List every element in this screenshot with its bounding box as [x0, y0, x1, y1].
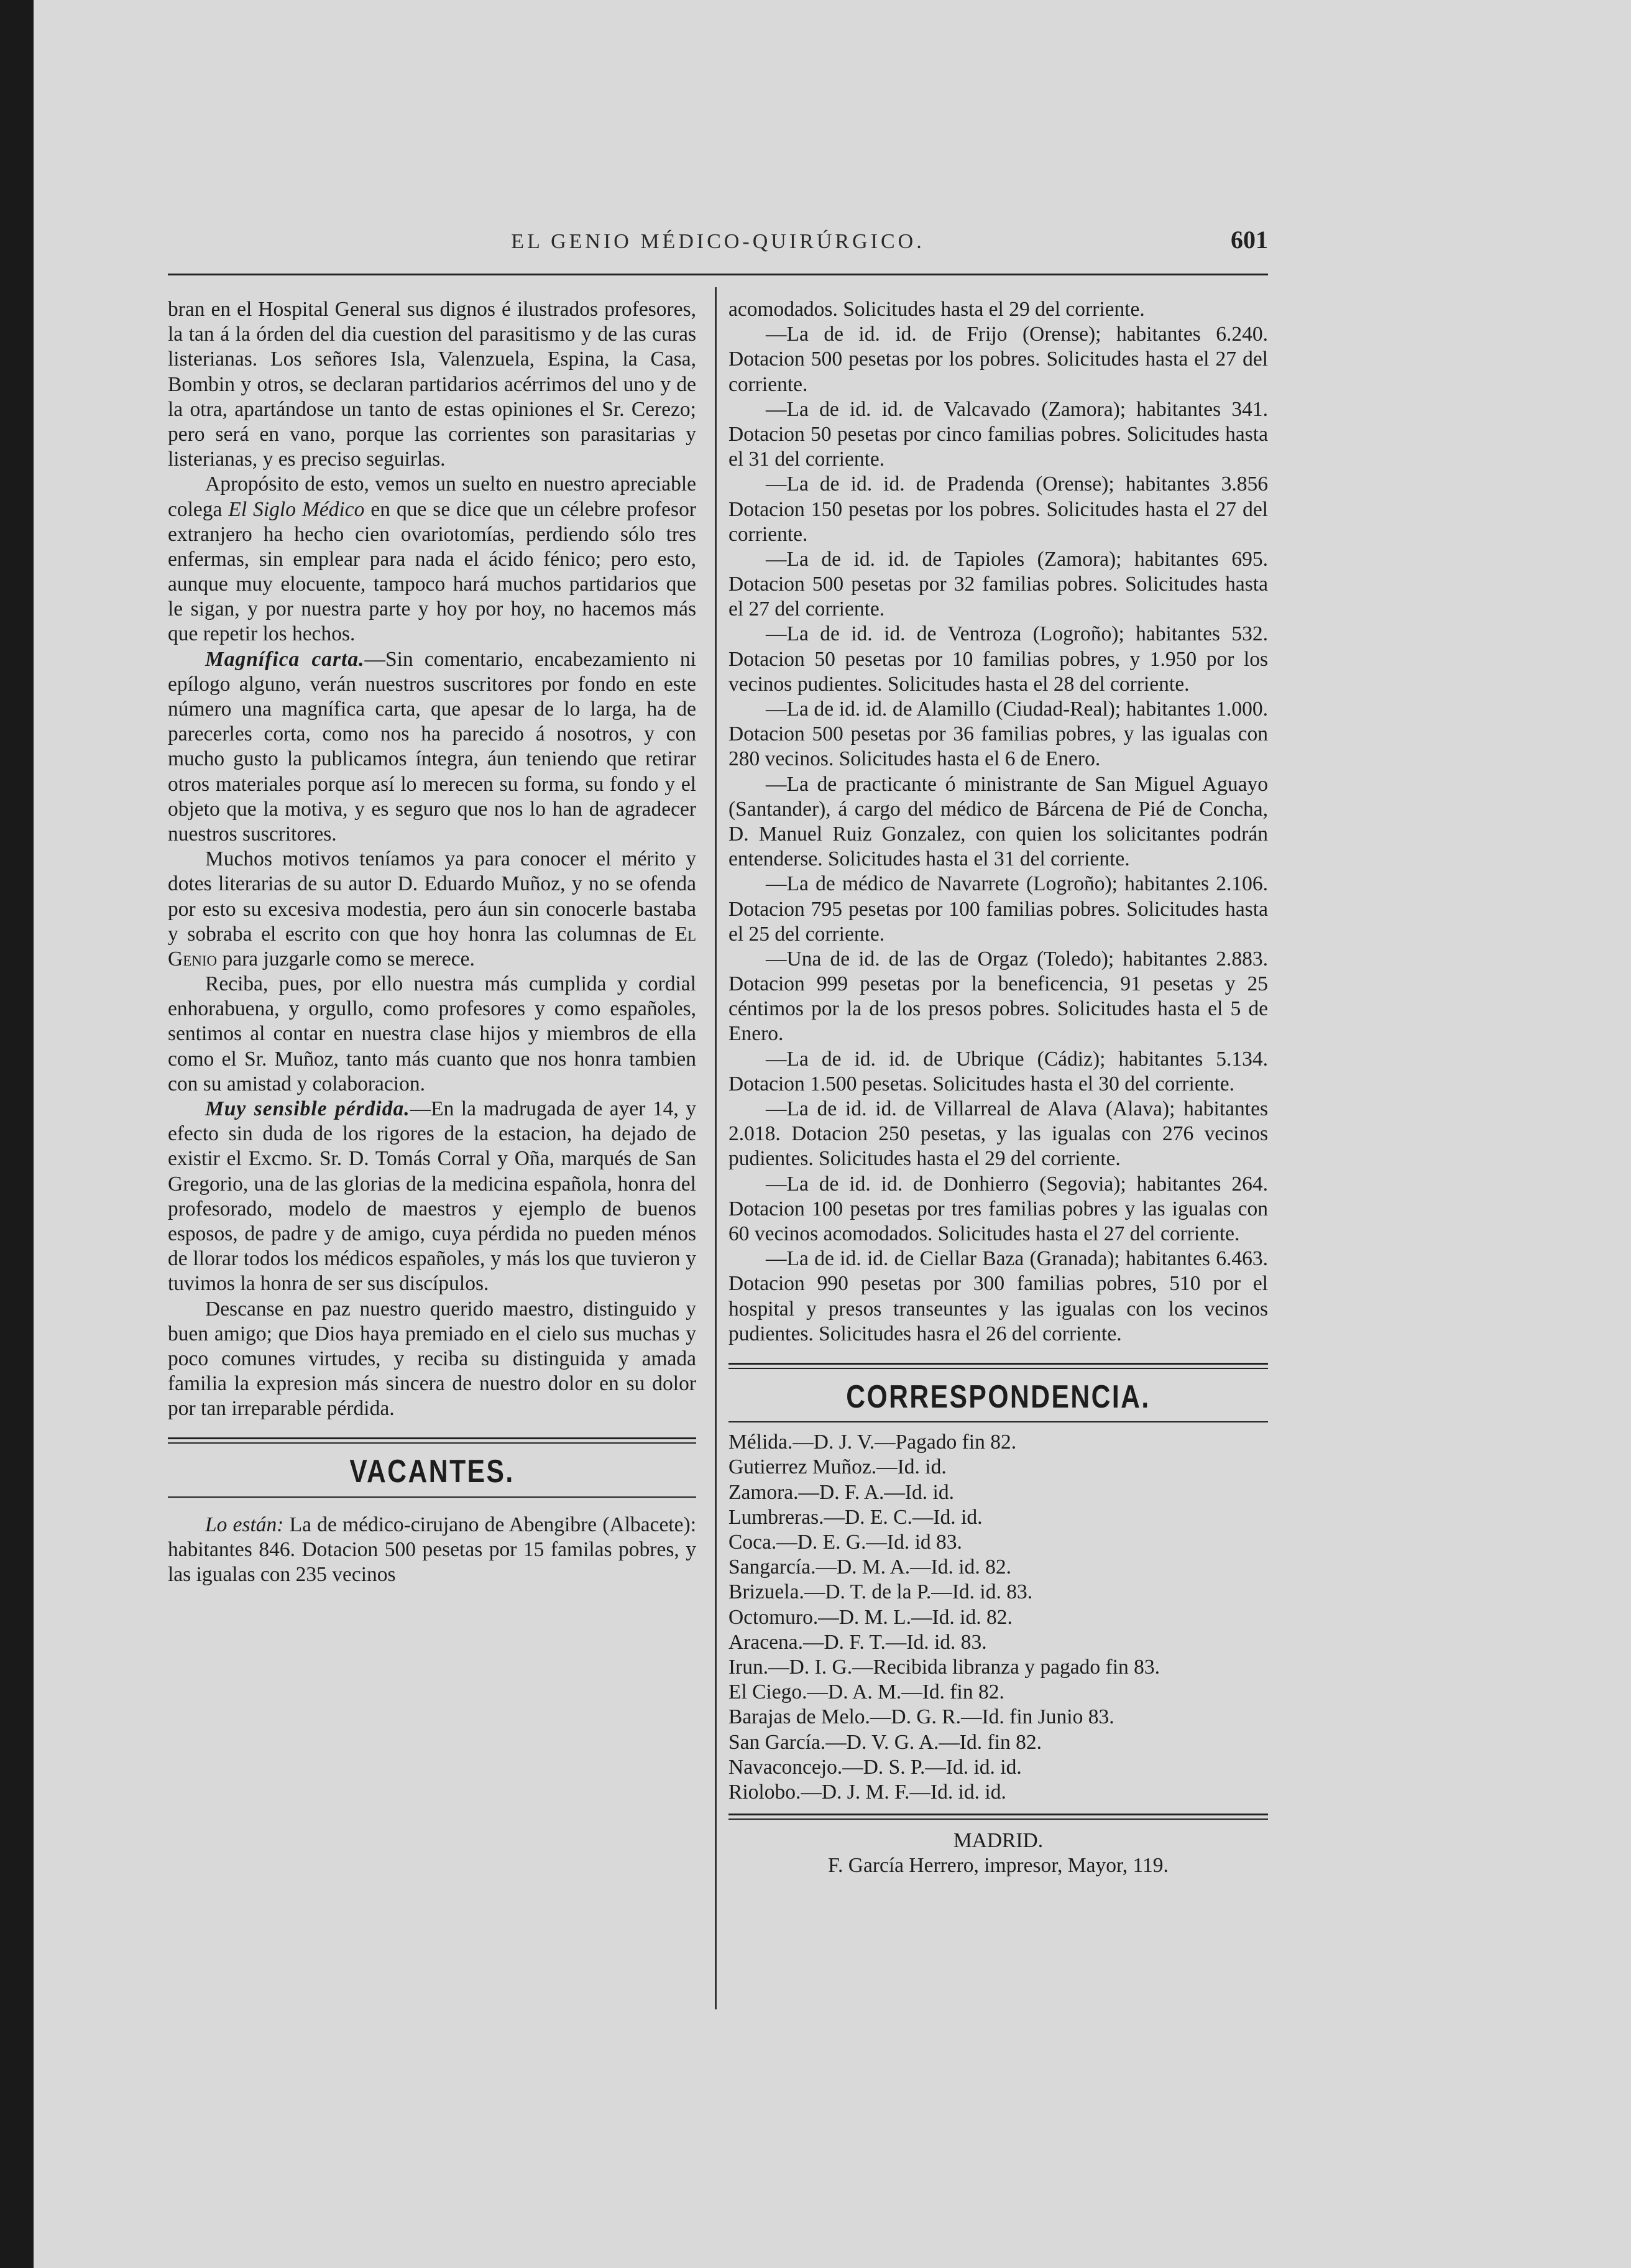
correspondencia-entry: Octomuro.—D. M. L.—Id. id. 82. [728, 1605, 1013, 1629]
left-column [168, 297, 696, 1587]
correspondencia-entry: El Ciego.—D. A. M.—Id. fin 82. [728, 1680, 1004, 1704]
correspondencia-list [728, 1430, 1268, 1805]
vacante-item: —La de id. id. de Ciellar Baza (Granada); habitantes 6.463. Dotacion 990 pesetas por 300 familias pobres, 510 por el hospital y presos transeuntes y las igualas con los vecinos pudientes. Solicitudes hasra el 26 del corriente. [728, 1247, 1268, 1345]
vacante-item: —La de id. id. de Villarreal de Alava (Alava); habitantes 2.018. Dotacion 250 pesetas, y las igualas con 276 vecinos pudientes. Solicitudes hasta el 29 del corriente. [728, 1097, 1268, 1171]
correspondencia-entry: Aracena.—D. F. T.—Id. id. 83. [728, 1630, 987, 1654]
correspondencia-entry: Barajas de Melo.—D. G. R.—Id. fin Junio 83. [728, 1705, 1114, 1729]
imprint [728, 1828, 1268, 1878]
vacante-item: —La de id. id. de Frijo (Orense); habitantes 6.240. Dotacion 500 pesetas por los pobres. Solicitudes hasta el 27 del corriente. [728, 323, 1268, 396]
text-span: en que se dice que un célebre profesor extranjero ha hecho cien ovariotomías, perdiendo sólo tres enfermas, sin emplear para nada el ácido fénico; pero esto, aunque muy elocuente, tampoco hará muchos partidarios que le sigan, y por nuestra parte y hoy por hoy, no hacemos más que repetir los hechos. [168, 497, 696, 646]
header-rule [168, 274, 1268, 275]
vacante-item: —La de id. id. de Ventroza (Logroño); habitantes 532. Dotacion 50 pesetas por 10 familias pobres, y 1.950 por los vecinos pudientes. Solicitudes hasta el 28 del corriente. [728, 622, 1268, 696]
paragraph-magnifica-carta [168, 647, 696, 847]
imprint-printer: F. García Herrero, impresor, Mayor, 119. [828, 1854, 1169, 1878]
correspondencia-entry: Navaconcejo.—D. S. P.—Id. id. id. [728, 1755, 1022, 1779]
column-divider [715, 287, 717, 2009]
intro-label: Lo están: [205, 1513, 284, 1536]
correspondencia-entry: Coca.—D. E. G.—Id. id 83. [728, 1531, 962, 1554]
vacante-abengibre [168, 1513, 696, 1588]
correspondencia-entry: Gutierrez Muñoz.—Id. id. [728, 1455, 947, 1479]
correspondencia-entry: Sangarcía.—D. M. A.—Id. id. 82. [728, 1556, 1011, 1579]
vacante-item: —La de id. id. de Tapioles (Zamora); habitantes 695. Dotacion 500 pesetas por 32 familias pobres. Solicitudes hasta el 27 del corriente. [728, 547, 1268, 621]
vacante-item: —Una de id. de las de Orgaz (Toledo); habitantes 2.883. Dotacion 999 pesetas por la beneficencia, 91 pesetas y 25 céntimos por la de los presos pobres. Solicitudes hasta el 5 de Enero. [728, 947, 1268, 1046]
right-column [728, 297, 1268, 1878]
scan-edge [0, 0, 34, 2268]
correspondencia-entry: Irun.—D. I. G.—Recibida libranza y pagado fin 83. [728, 1655, 1160, 1679]
page-number: 601 [1231, 226, 1268, 254]
vacante-item: —La de id. id. de Pradenda (Orense); habitantes 3.856 Dotacion 150 pesetas por los pobres. Solicitudes hasta el 27 del corriente. [728, 472, 1268, 546]
correspondencia-entry: San García.—D. V. G. A.—Id. fin 82. [728, 1730, 1042, 1754]
vacantes-heading: VACANTES. [349, 1454, 515, 1490]
vacante-item: —La de id. id. de Valcavado (Zamora); habitantes 341. Dotacion 50 pesetas por cinco familias pobres. Solicitudes hasta el 31 del corriente. [728, 397, 1268, 471]
section-rule [168, 1437, 696, 1444]
paragraph-siglo-medico [168, 472, 696, 647]
vacante-item: acomodados. Solicitudes hasta el 29 del corriente. [728, 298, 1145, 321]
correspondencia-entry: Brizuela.—D. T. de la P.—Id. id. 83. [728, 1580, 1033, 1604]
vacante-item: —La de id. id. de Ubrique (Cádiz); habitantes 5.134. Dotacion 1.500 pesetas. Solicitudes hasta el 30 del corriente. [728, 1047, 1268, 1095]
text-span: La de médico-cirujano de Abengibre (Albacete): habitantes 846. Dotacion 500 pesetas por 15 familas pobres, y las igualas con 235 vecinos [168, 1513, 696, 1587]
journal-title: El Siglo Médico [228, 497, 365, 521]
vacante-item: —La de practicante ó ministrante de San Miguel Aguayo (Santander), á cargo del médico de Bárcena de Pié de Concha, D. Manuel Ruiz Gonzalez, con quien los solicitantes podrán entenderse. Solicitudes hasta el 31 del corriente. [728, 772, 1268, 871]
paragraph-sensible-perdida [168, 1097, 696, 1297]
text-span: Muchos motivos teníamos ya para conocer el mérito y dotes literarias de su autor D. Eduardo Muñoz, y no se ofenda por esto su excesiva modestia, pero áun sin conocerle bastaba y sobraba el escrito con que hoy honra las columnas de [168, 847, 696, 946]
section-rule [728, 1814, 1268, 1820]
correspondencia-heading: CORRESPONDENCIA. [846, 1378, 1151, 1415]
paragraph-enhorabuena: Reciba, pues, por ello nuestra más cumplida y cordial enhorabuena, y orgullo, como profesores y como españoles, sentimos al contar en nuestra clase hijos y miembros de ella como el Sr. Muñoz, tanto más cuanto que nos honra tambien con su amistad y colaboracion. [168, 972, 696, 1095]
vacante-item: —La de médico de Navarrete (Logroño); habitantes 2.106. Dotacion 795 pesetas por 100 familias pobres. Solicitudes hasta el 25 del corriente. [728, 872, 1268, 946]
running-title: EL GENIO MÉDICO-QUIRÚRGICO. [511, 230, 925, 253]
section-rule [168, 1496, 696, 1498]
vacante-item: —La de id. id. de Donhierro (Segovia); habitantes 264. Dotacion 100 pesetas por tres familias pobres y las igualas con 60 vecinos acomodados. Solicitudes hasta el 27 del corriente. [728, 1172, 1268, 1245]
correspondencia-entry: Lumbreras.—D. E. C.—Id. id. [728, 1505, 983, 1529]
run-in-heading: Magnífica carta. [205, 647, 365, 671]
correspondencia-entry: Riolobo.—D. J. M. F.—Id. id. id. [728, 1780, 1006, 1804]
text-span: para juzgarle como se merece. [217, 947, 475, 970]
correspondencia-entry: Mélida.—D. J. V.—Pagado fin 82. [728, 1431, 1017, 1454]
text-span: Apropósito de esto, vemos un suelto en nuestro apreciable colega [168, 472, 696, 521]
vacante-item: —La de id. id. de Alamillo (Ciudad-Real); habitantes 1.000. Dotacion 500 pesetas por 36 familias pobres, y las igualas con 280 vecinos. Solicitudes hasta el 6 de Enero. [728, 698, 1268, 771]
paragraph-motivos [168, 847, 696, 972]
page-header [168, 224, 1268, 269]
paragraph-hospital: bran en el Hospital General sus dignos é ilustrados profesores, la tan á la órden del dia cuestion del parasitismo y de las curas listerianas. Los señores Isla, Valenzuela, Espina, la Casa, Bombin y otros, se declaran partidarios acérrimos del uno y de la otra, apartándose un tanto de estas opiniones el Sr. Cerezo; pero será en vano, porque las corrientes son parasitarias y listerianas, y es preciso seguirlas. [168, 298, 696, 471]
run-in-heading: Muy sensible pérdida. [205, 1097, 410, 1120]
imprint-city: MADRID. [953, 1829, 1044, 1853]
section-rule [728, 1421, 1268, 1422]
paragraph-descanse: Descanse en paz nuestro querido maestro, distinguido y buen amigo; que Dios haya premiado en el cielo sus muchas y poco comunes virtudes, y reciba su distinguida y amada familia la expresion más sincera de nuestro dolor en su dolor por tan irreparable pérdida. [168, 1297, 696, 1421]
journal-name: El Genio [168, 922, 696, 970]
text-span: —En la madrugada de ayer 14, y efecto sin duda de los rigores de la estacion, ha dejado de existir el Excmo. Sr. D. Tomás Corral y Oña, marqués de San Gregorio, una de las glorias de la medicina española, honra del profesorado, modelo de maestros y ejemplo de buenos esposos, de padre y de amigo, cuya pérdida no pueden ménos de llorar todos los médicos españoles, y más los que tuvieron y tuvimos la honra de ser sus discípulos. [168, 1097, 696, 1296]
section-rule [728, 1363, 1268, 1369]
correspondencia-entry: Zamora.—D. F. A.—Id. id. [728, 1480, 954, 1504]
text-span: —Sin comentario, encabezamiento ni epílogo alguno, verán nuestros suscritores por fondo en este número una magnífica carta, que apesar de lo larga, ha de parecerles corta, como nos ha parecido á nosotros, y con mucho gusto la publicamos íntegra, áun teniendo que retirar otros materiales porque así lo merecen su forma, su fondo y el objeto que la motiva, y es seguro que nos lo han de agradecer nuestros suscritores. [168, 647, 696, 846]
